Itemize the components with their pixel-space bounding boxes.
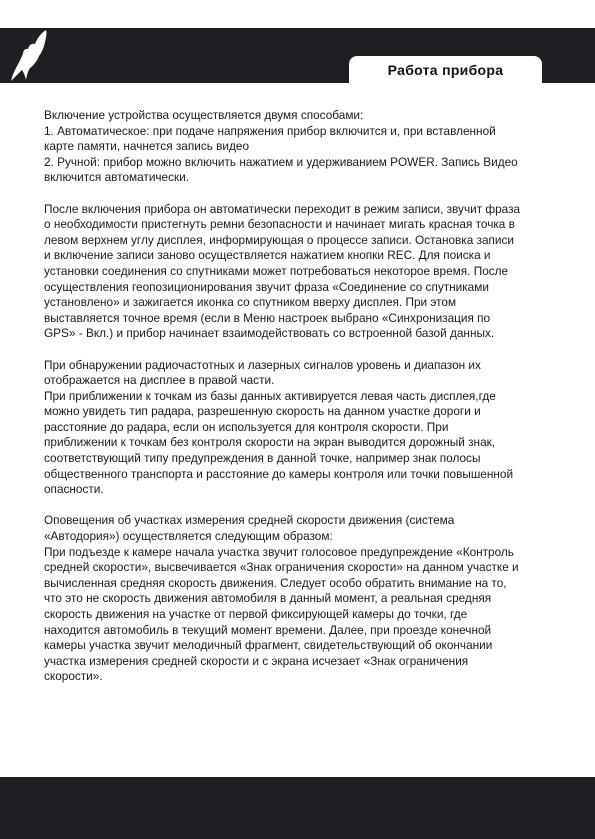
text-line: скорость движения на участке от первой фиксирующей камеры до точки, где — [44, 607, 468, 621]
text-line: установлено» и зажигается иконка со спутником вверху дисплея. При этом — [44, 295, 457, 310]
text-line: скорости». — [44, 669, 103, 684]
text-line: При приближении к точкам из базы данных активируется левая часть дисплея,где — [44, 388, 496, 403]
text-line: осуществления геопозиционирования звучит фраза «Соединение со спутниками — [44, 279, 489, 294]
text-line: соответствующий типу предупреждения в данной точке, например знак полосы — [44, 451, 481, 466]
text-line: отображается на дисплее в правой части. — [44, 373, 275, 388]
text-line: включится автоматически. — [44, 170, 190, 185]
text-line: опасности. — [44, 482, 104, 497]
section-title: Работа прибора — [387, 61, 504, 78]
text-line: Включение устройства осуществляется двумя способами: — [44, 108, 364, 122]
text-line: Оповещения об участках измерения средней скорости движения (система — [44, 513, 455, 528]
text-line: левом верхнем углу дисплея, информирующая о процессе записи. Остановка записи — [44, 232, 515, 247]
text-line: «Автодория») осуществляется следующим образом: — [44, 529, 333, 544]
text-line: 2. Ручной: прибор можно включить нажатием и удерживанием POWER. Запись Видео — [44, 154, 518, 169]
text-line: и включение записи заново осуществляется нажатием кнопки REC. Для поиска и — [44, 248, 491, 263]
text-line: находится автомобиль в текущий момент времени. Далее, при проезде конечной — [44, 622, 492, 637]
text-line: GPS» - Вкл.) и прибор начинает взаимодействовать со встроенной базой данных. — [44, 326, 495, 341]
text-line: камеры участка звучит мелодичный фрагмент, свидетельствующий об окончании — [44, 638, 493, 653]
text-line: приближении к точкам без контроля скорости на экран выводится дорожный знак, — [44, 435, 496, 450]
body-text — [44, 108, 556, 701]
eagle-icon — [10, 28, 50, 84]
section-title-tab — [349, 56, 542, 83]
text-line: выставляется точное время (если в Меню настроек выбрано «Синхронизация по — [44, 310, 491, 325]
text-line: средней скорости», высвечивается «Знак ограничения скорости» на данном участке и — [44, 560, 519, 575]
text-line: о необходимости пристегнуть ремни безопасности и начинает мигать красная точка в — [44, 217, 515, 232]
text-line: можно увидеть тип радара, разрешенную скорость на данном участке дороги и — [44, 404, 481, 419]
text-line: 1. Автоматическое: при подаче напряжения прибор включится и, при вставленной — [44, 123, 496, 138]
text-line: установки соединения со спутниками может потребоваться некоторое время. После — [44, 263, 509, 278]
text-line: участка измерения средней скорости и с экрана исчезает «Знак ограничения — [44, 653, 469, 668]
text-line: После включения прибора он автоматически переходит в режим записи, звучит фраза — [44, 201, 521, 216]
paragraph — [44, 202, 556, 342]
paragraph — [44, 513, 556, 685]
text-line: вычисленная средняя скорость движения. Следует особо обратить внимание на то, — [44, 575, 507, 590]
paragraph — [44, 108, 556, 186]
paragraph — [44, 358, 556, 498]
footer-bar — [0, 777, 595, 839]
text-line: общественного транспорта и расстояние до камеры контроля или точки повышенной — [44, 466, 514, 481]
text-line: При подъезде к камере начала участка звучит голосовое предупреждение «Контроль — [44, 544, 514, 559]
text-line: карте памяти, начнется запись видео — [44, 139, 249, 154]
text-line: расстояние до радара, если он используется для контроля скорости. При — [44, 419, 449, 434]
text-line: что это не скорость движения автомобиля в данный момент, а реальная средняя — [44, 591, 492, 606]
text-line: При обнаружении радиочастотных и лазерных сигналов уровень и диапазон их — [44, 357, 481, 372]
